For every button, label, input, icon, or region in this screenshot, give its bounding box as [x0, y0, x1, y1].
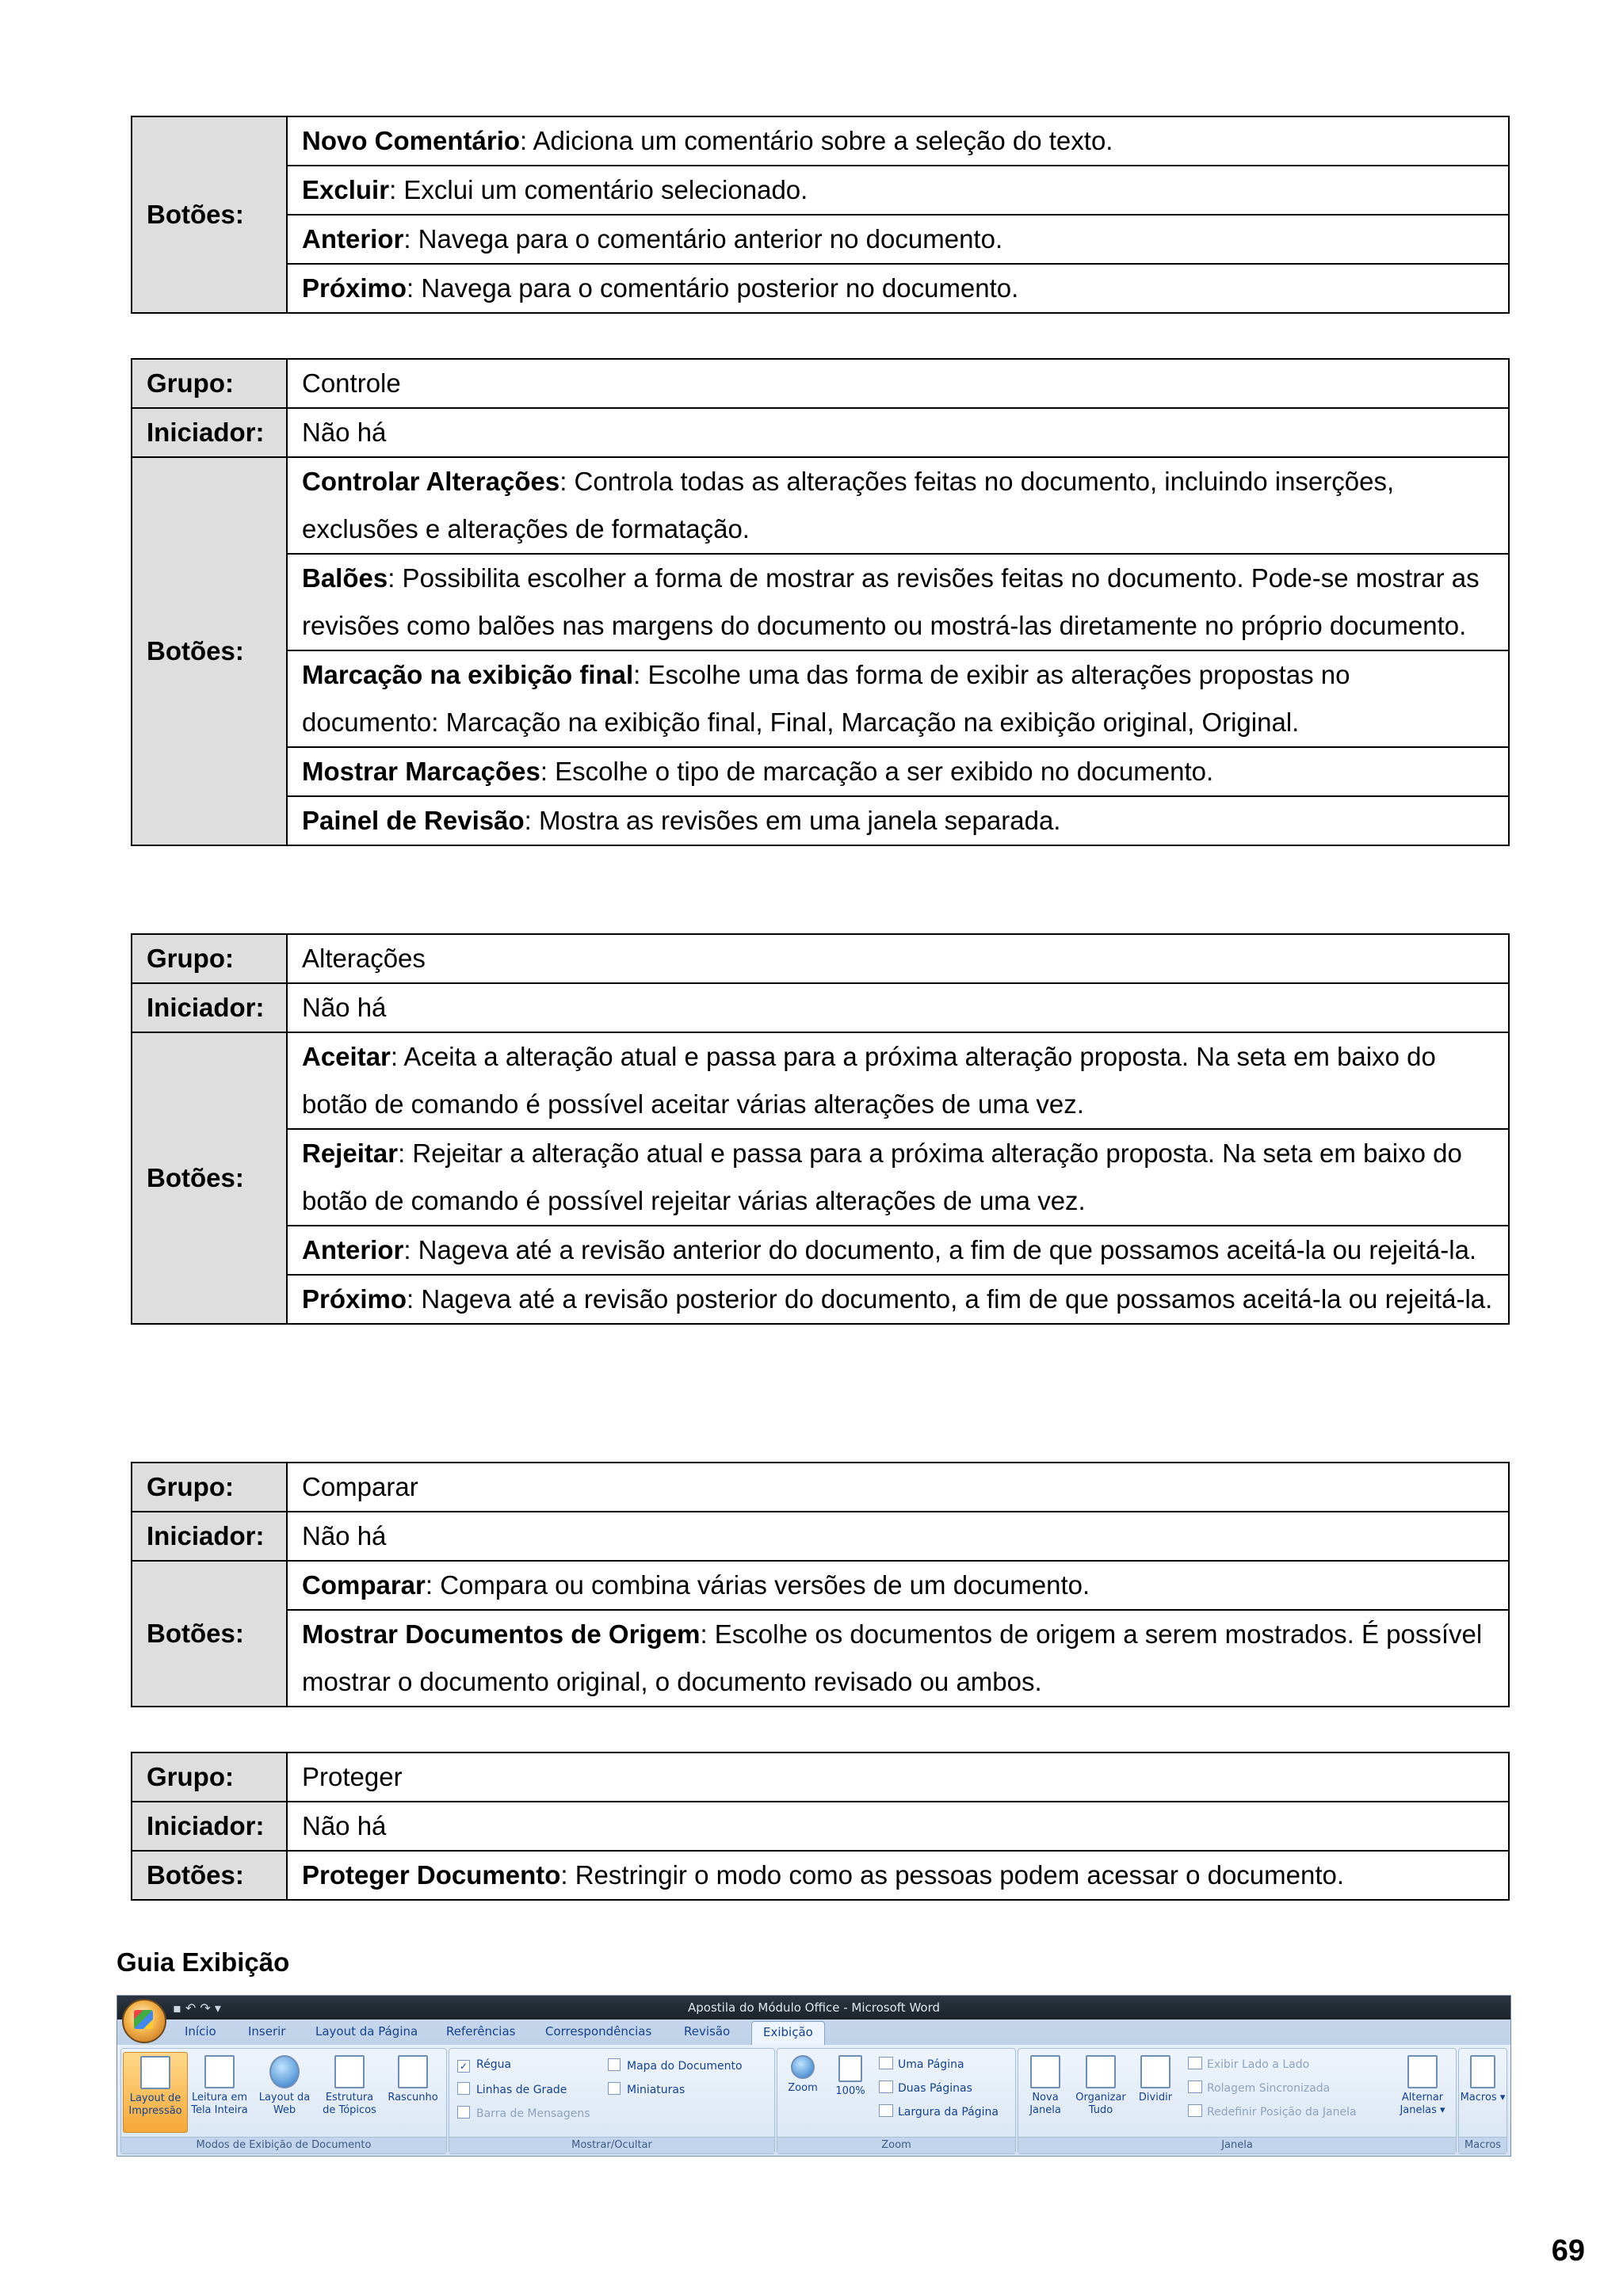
mapa-documento-checkbox[interactable]: Mapa do Documento [608, 2058, 743, 2073]
tab-inicio[interactable]: Início [185, 2024, 216, 2039]
group-label: Zoom [777, 2137, 1015, 2153]
macros-button[interactable]: Macros ▾ [1459, 2052, 1507, 2131]
button-desc: : Nageva até a revisão anterior do documento, a fim de que possamos aceitá-la ou rejeitá-la. [403, 1235, 1477, 1264]
button-row [287, 796, 1509, 845]
iniciador-value: Não há [287, 1802, 1509, 1851]
alternar-janelas-button[interactable]: Alternar Janelas ▾ [1392, 2052, 1453, 2131]
section-heading: Guia Exibição [116, 1947, 290, 1977]
zoom-100-button[interactable]: 100% [828, 2052, 873, 2131]
miniaturas-checkbox[interactable]: Miniaturas [608, 2082, 685, 2096]
iniciador-label: Iniciador: [132, 408, 287, 457]
ribbon-screenshot [116, 1995, 1511, 2157]
rolagem-sincronizada-button[interactable]: Rolagem Sincronizada [1188, 2081, 1330, 2095]
group-janela [1018, 2048, 1457, 2154]
button-name: Proteger Documento [302, 1860, 561, 1890]
page-width-icon [879, 2104, 893, 2117]
button-desc: : Adiciona um comentário sobre a seleção do texto. [520, 126, 1113, 155]
comment-buttons-table [131, 116, 1510, 314]
button-name: Novo Comentário [302, 126, 521, 155]
reset-position-icon [1188, 2104, 1202, 2117]
botoes-label: Botões: [132, 116, 287, 313]
group-macros [1458, 2048, 1507, 2154]
botoes-label: Botões: [132, 1851, 287, 1900]
iniciador-value: Não há [287, 983, 1509, 1032]
office-logo-icon [134, 2010, 153, 2029]
grupo-value: Alterações [287, 934, 1509, 983]
alteracoes-group-table [131, 933, 1510, 1325]
botoes-label: Botões: [132, 1032, 287, 1324]
iniciador-label: Iniciador: [132, 983, 287, 1032]
split-icon [1140, 2055, 1170, 2088]
proteger-group-table [131, 1752, 1510, 1901]
button-row [287, 1561, 1509, 1610]
new-window-icon [1030, 2055, 1060, 2088]
button-row [287, 215, 1509, 264]
checkbox-empty-icon [457, 2106, 470, 2119]
book-icon [204, 2055, 235, 2088]
comparar-group-table [131, 1462, 1510, 1707]
group-mostrar-ocultar [449, 2048, 775, 2154]
button-desc: : Possibilita escolher a forma de mostrar as revisões feitas no documento. Pode-se mostrar as revisões como balões nas margens do documento ou mostrá-las diretamente no próprio documento. [302, 563, 1480, 640]
group-label: Modos de Exibição de Documento [121, 2137, 446, 2153]
largura-pagina-button[interactable]: Largura da Página [879, 2104, 999, 2119]
tab-revisao[interactable]: Revisão [684, 2024, 731, 2039]
one-page-icon [879, 2057, 893, 2069]
button-row [287, 166, 1509, 215]
tab-referencias[interactable]: Referências [446, 2024, 516, 2039]
regua-checkbox[interactable]: ✓ Régua [457, 2058, 511, 2073]
switch-windows-icon [1407, 2055, 1438, 2088]
button-name: Excluir [302, 175, 390, 204]
rascunho-button[interactable]: Rascunho [381, 2052, 445, 2131]
button-row [287, 264, 1509, 313]
duas-paginas-button[interactable]: Duas Páginas [879, 2081, 972, 2095]
tab-inserir[interactable]: Inserir [248, 2024, 286, 2039]
button-desc: : Escolhe o tipo de marcação a ser exibido no documento. [540, 757, 1214, 786]
checkbox-empty-icon [457, 2082, 470, 2095]
sync-scroll-icon [1188, 2081, 1202, 2093]
two-pages-icon [879, 2081, 893, 2093]
button-name: Balões [302, 563, 388, 593]
button-desc: : Navega para o comentário anterior no documento. [403, 224, 1003, 254]
arrange-all-icon [1086, 2055, 1116, 2088]
button-desc: : Controla todas as alterações feitas no documento, incluindo inserções, exclusões e alterações de formatação. [302, 467, 1395, 543]
page-icon [140, 2056, 170, 2089]
grupo-label: Grupo: [132, 359, 287, 408]
button-desc: : Exclui um comentário selecionado. [389, 175, 808, 204]
quick-access-toolbar[interactable]: ▪ ↶ ↷ ▾ [173, 2000, 221, 2016]
button-row [287, 1275, 1509, 1324]
outline-icon [334, 2055, 365, 2088]
button-name: Próximo [302, 273, 407, 303]
button-name: Próximo [302, 1284, 407, 1314]
grupo-value: Comparar [287, 1463, 1509, 1512]
checkbox-empty-icon [608, 2082, 621, 2095]
exibir-lado-a-lado-button[interactable]: Exibir Lado a Lado [1188, 2057, 1309, 2071]
barra-mensagens-checkbox[interactable]: Barra de Mensagens [457, 2106, 590, 2120]
button-desc: : Compara ou combina várias versões de um documento. [425, 1570, 1090, 1600]
button-name: Controlar Alterações [302, 467, 560, 496]
organizar-tudo-button[interactable]: Organizar Tudo [1072, 2052, 1129, 2131]
globe-icon [269, 2055, 300, 2088]
group-label: Macros [1459, 2137, 1507, 2153]
button-name: Mostrar Documentos de Origem [302, 1619, 701, 1649]
nova-janela-button[interactable]: Nova Janela [1020, 2052, 1071, 2131]
button-row [287, 1226, 1509, 1275]
button-row [287, 1032, 1509, 1129]
button-desc: : Nageva até a revisão posterior do documento, a fim de que possamos aceitá-la ou rejeitá-la. [407, 1284, 1493, 1314]
ribbon-body [117, 2045, 1510, 2156]
draft-icon [398, 2055, 428, 2088]
group-label: Mostrar/Ocultar [449, 2137, 774, 2153]
group-label: Janela [1018, 2137, 1456, 2153]
button-desc: : Escolhe os documentos de origem a serem mostrados. É possível mostrar o documento original, o documento revisado ou ambos. [302, 1619, 1483, 1696]
macros-icon [1470, 2055, 1495, 2088]
grupo-value: Controle [287, 359, 1509, 408]
button-name: Mostrar Marcações [302, 757, 540, 786]
button-desc: : Restringir o modo como as pessoas podem acessar o documento. [560, 1860, 1345, 1890]
button-desc: : Escolhe uma das forma de exibir as alterações propostas no documento: Marcação na exibição final, Final, Marcação na exibição original, Original. [302, 660, 1350, 737]
button-row [287, 1610, 1509, 1707]
button-desc: : Mostra as revisões em uma janela separada. [524, 806, 1061, 835]
button-desc: : Aceita a alteração atual e passa para a próxima alteração proposta. Na seta em baixo do botão de comando é possível aceitar várias alterações de uma vez. [302, 1042, 1436, 1119]
iniciador-label: Iniciador: [132, 1802, 287, 1851]
botoes-label: Botões: [132, 457, 287, 845]
group-modos-exibicao [120, 2048, 447, 2154]
dividir-button[interactable]: Dividir [1131, 2052, 1180, 2131]
button-row [287, 116, 1509, 166]
linhas-grade-checkbox[interactable]: Linhas de Grade [457, 2082, 567, 2096]
layout-impressao-button[interactable]: Layout de Impressão [123, 2052, 188, 2133]
side-by-side-icon [1188, 2057, 1202, 2069]
button-row [287, 457, 1509, 554]
grupo-label: Grupo: [132, 1463, 287, 1512]
window-title: Apostila do Módulo Office - Microsoft Word [117, 1996, 1510, 2019]
button-name: Anterior [302, 1235, 404, 1264]
button-name: Painel de Revisão [302, 806, 525, 835]
grupo-value: Proteger [287, 1753, 1509, 1802]
button-row [287, 554, 1509, 650]
estrutura-topicos-button[interactable]: Estrutura de Tópicos [318, 2052, 381, 2131]
checkmark-icon: ✓ [457, 2060, 470, 2073]
magnifier-icon [791, 2055, 815, 2079]
button-name: Rejeitar [302, 1138, 399, 1168]
zoom-button[interactable]: Zoom [779, 2052, 827, 2131]
iniciador-value: Não há [287, 408, 1509, 457]
button-row [287, 1129, 1509, 1226]
redefinir-posicao-button[interactable]: Redefinir Posição da Janela [1188, 2104, 1357, 2119]
office-button[interactable] [122, 1999, 166, 2043]
button-row [287, 747, 1509, 796]
page-100-icon [838, 2055, 862, 2082]
tab-exibicao[interactable]: Exibição [751, 2021, 825, 2046]
checkbox-empty-icon [608, 2058, 621, 2071]
tab-correspondencias[interactable]: Correspondências [545, 2024, 652, 2039]
button-desc: : Rejeitar a alteração atual e passa para a próxima alteração proposta. Na seta em baixo do botão de comando é possível rejeitar várias alterações de uma vez. [302, 1138, 1462, 1215]
page-number: 69 [1551, 2234, 1585, 2267]
button-name: Marcação na exibição final [302, 660, 634, 689]
button-row [287, 650, 1509, 747]
button-name: Comparar [302, 1570, 426, 1600]
button-name: Anterior [302, 224, 404, 254]
controle-group-table [131, 358, 1510, 846]
tab-layout-pagina[interactable]: Layout da Página [315, 2024, 418, 2039]
group-zoom [777, 2048, 1016, 2154]
grupo-label: Grupo: [132, 934, 287, 983]
button-desc: : Navega para o comentário posterior no documento. [407, 273, 1019, 303]
leitura-tela-inteira-button[interactable]: Leitura em Tela Inteira [188, 2052, 251, 2131]
ribbon-tabs [117, 2019, 1510, 2046]
uma-pagina-button[interactable]: Uma Página [879, 2057, 964, 2071]
iniciador-label: Iniciador: [132, 1512, 287, 1561]
iniciador-value: Não há [287, 1512, 1509, 1561]
button-row [287, 1851, 1509, 1900]
grupo-label: Grupo: [132, 1753, 287, 1802]
layout-web-button[interactable]: Layout da Web [253, 2052, 316, 2131]
button-name: Aceitar [302, 1042, 391, 1071]
botoes-label: Botões: [132, 1561, 287, 1707]
